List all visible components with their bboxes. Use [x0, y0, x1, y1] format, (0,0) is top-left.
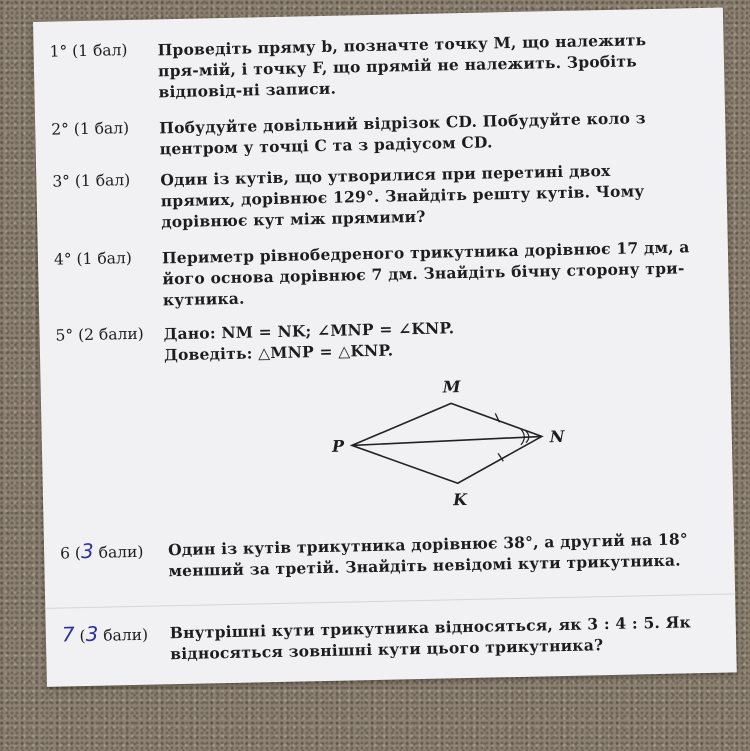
problem-1 [33, 28, 723, 102]
problem-4 [38, 235, 728, 310]
problem-4-number: 4° (1 бал) [53, 248, 132, 269]
rhombus-figure [310, 366, 573, 511]
problem-3-text: Один із кутів, що утворилися при перетині двох прямих, дорівнює 129°. Знайдіть решту кутів. Чому дорівнює кут між прямими? [160, 160, 645, 232]
problem-6-number [60, 539, 172, 564]
label-p: P [331, 436, 345, 456]
label-m: M [442, 377, 461, 397]
problem-1-text: Проведіть пряму b, позначте точку M, що належить пря-мій, і точку F, що прямій не належить. Зробіть відповід-ні записи. [157, 30, 647, 102]
problem-5 [39, 311, 729, 365]
problem-1-number: 1° (1 бал) [49, 41, 128, 61]
problem-2-number: 2° (1 бал) [51, 119, 130, 139]
problem-7-number-suffix: бали) [98, 625, 149, 645]
problem-7-number [62, 622, 174, 647]
problem-7-text: Внутрішні кути трикутника відносяться, як 3 : 4 : 5. Як відносяться зовнішні кути цього трикутника? [169, 612, 692, 664]
problem-5-given: Дано: NM = NK; ∠MNP = ∠KNP. [163, 318, 455, 344]
problem-2-text: Побудуйте довільний відрізок CD. Побудуйте коло з центром у точці C та з радіусом CD. [159, 108, 646, 159]
problem-2 [35, 106, 725, 159]
label-k: K [452, 490, 468, 510]
label-n: N [549, 426, 565, 447]
problem-3-number: 3° (1 бал) [52, 171, 131, 191]
problem-5-number: 5° (2 бали) [55, 324, 144, 345]
problem-6-number-prefix: 6 ( [59, 544, 82, 563]
problem-6-number-suffix: бали) [93, 542, 144, 562]
worksheet-page [33, 8, 737, 687]
figure-diagonal-pn [352, 436, 542, 445]
problem-5-prove: Доведіть: △MNP = △KNP. [163, 340, 394, 365]
problem-4-text: Периметр рівнобедреного трикутника дорівнює 17 дм, а його основа дорівнює 7 дм. Знайдіть бічну сторону три-кутника. [161, 237, 690, 310]
problem-7 [46, 610, 736, 664]
problem-5-text [163, 312, 694, 365]
problem-7-handwritten-number: 7 [61, 622, 75, 647]
problem-3 [36, 158, 726, 232]
problem-6 [44, 527, 734, 581]
problem-6-text: Один із кутів трикутника дорівнює 38°, а другий на 18° менший за третій. Знайдіть невідомі кути трикутника. [167, 529, 688, 581]
problem-7-handwritten-points: 3 [85, 621, 99, 647]
problem-7-number-mid: ( [74, 627, 86, 646]
problem-6-handwritten-points: 3 [80, 538, 94, 564]
